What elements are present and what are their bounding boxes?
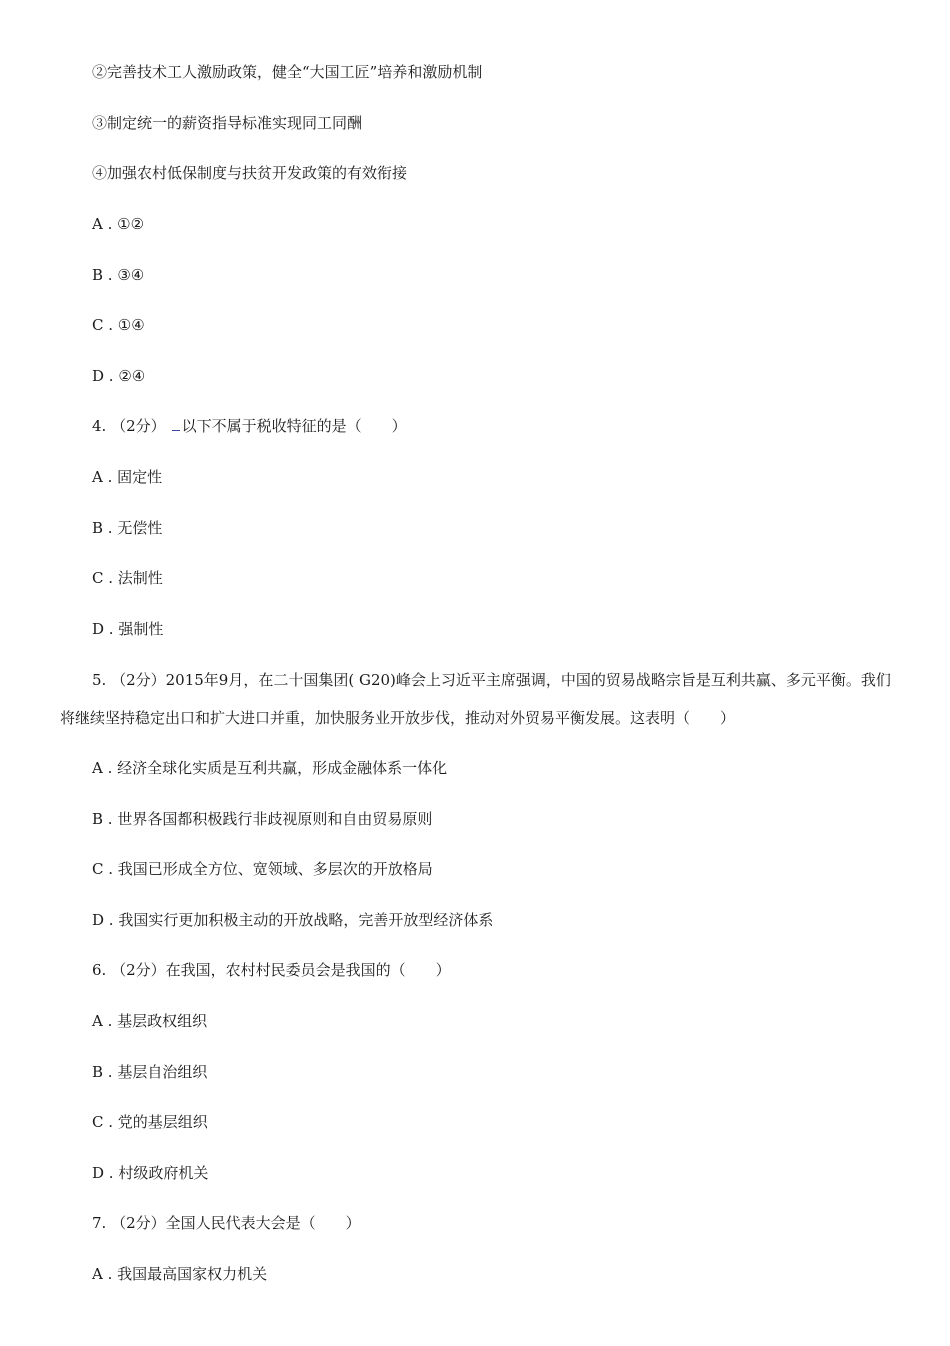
- q5-option-b[interactable]: B . 世界各国都积极践行非歧视原则和自由贸易原则: [92, 810, 433, 828]
- answer-blank[interactable]: [172, 416, 180, 431]
- q3-option-c[interactable]: C . ①④: [92, 316, 145, 334]
- q6-stem: 6. （2分）在我国，农村村民委员会是我国的（ ）: [92, 961, 451, 979]
- q3-option-d[interactable]: D . ②④: [92, 367, 146, 385]
- q4-prefix: 4. （2分）: [92, 417, 166, 435]
- q6-option-d[interactable]: D . 村级政府机关: [92, 1164, 209, 1182]
- q6-option-b[interactable]: B . 基层自治组织: [92, 1063, 208, 1081]
- q7-option-a[interactable]: A . 我国最高国家权力机关: [92, 1265, 268, 1283]
- q4-option-a[interactable]: A . 固定性: [92, 468, 163, 486]
- q5-option-c[interactable]: C . 我国已形成全方位、宽领域、多层次的开放格局: [92, 860, 433, 878]
- q3-statement-4: ④加强农村低保制度与扶贫开发政策的有效衔接: [92, 164, 408, 182]
- q5-stem: 5. （2分）2015年9月，在二十国集团( G20)峰会上习近平主席强调，中国的贸易战略宗旨是互利共赢、多元平衡。我们将继续坚持稳定出口和扩大进口并重，加快服务业开放步伐，推动对外贸易平衡发展。这表明（ ）: [60, 671, 891, 727]
- q5-option-d[interactable]: D . 我国实行更加积极主动的开放战略，完善开放型经济体系: [92, 911, 494, 929]
- q4-question: 以下不属于税收特征的是（ ）: [181, 417, 407, 435]
- q6-option-a[interactable]: A . 基层政权组织: [92, 1012, 208, 1030]
- q3-statement-3: ③制定统一的薪资指导标准实现同工同酬: [92, 114, 363, 132]
- q3-option-b[interactable]: B . ③④: [92, 266, 145, 284]
- q6-option-c[interactable]: C . 党的基层组织: [92, 1113, 208, 1131]
- q4-option-c[interactable]: C . 法制性: [92, 569, 163, 587]
- q5-option-a[interactable]: A . 经济全球化实质是互利共赢，形成金融体系一体化: [92, 759, 448, 777]
- q3-statement-2: ②完善技术工人激励政策，健全“大国工匠”培养和激励机制: [92, 63, 483, 81]
- q4-stem: [92, 416, 407, 436]
- q7-stem: 7. （2分）全国人民代表大会是（ ）: [92, 1214, 361, 1232]
- q4-option-d[interactable]: D . 强制性: [92, 620, 164, 638]
- q4-option-b[interactable]: B . 无偿性: [92, 519, 163, 537]
- q3-option-a[interactable]: A . ①②: [92, 215, 145, 233]
